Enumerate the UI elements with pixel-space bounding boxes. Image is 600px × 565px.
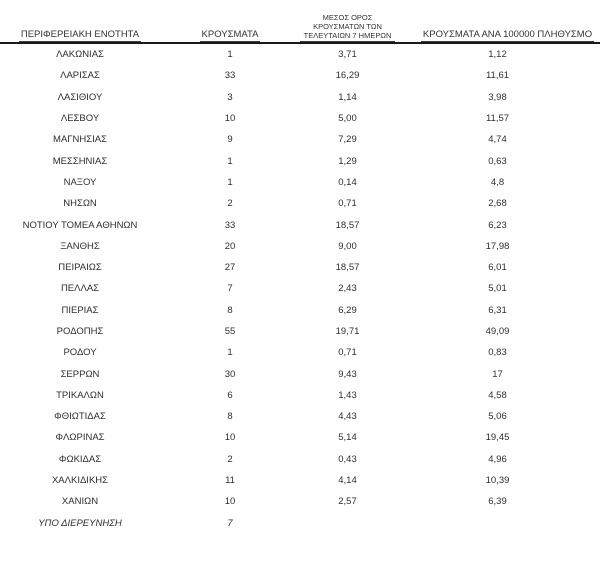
cases-cell: 7 [227,283,233,295]
per100k-cell: 10,39 [485,475,510,487]
table-row [0,300,600,321]
column-header-avg7-line1: ΜΕΣΟΣ ΟΡΟΣ ΚΡΟΥΣΜΑΤΩΝ ΤΩΝ [313,13,382,31]
column-header-avg7 [300,0,395,43]
cases-cell: 10 [224,113,236,125]
per100k-cell: 4,58 [488,389,507,401]
region-cell: ΝΟΤΙΟΥ ΤΟΜΕΑ ΑΘΗΝΩΝ [22,219,138,231]
per100k-cell: 0,83 [488,347,507,359]
region-cell: ΛΑΚΩΝΙΑΣ [56,49,104,61]
table-row [0,257,600,278]
region-cell: ΠΕΙΡΑΙΩΣ [58,262,102,274]
per100k-cell: 6,31 [488,304,507,316]
per100k-cell: 49,09 [485,326,510,337]
avg7-cell: 16,29 [335,70,360,82]
per100k-cell: 11,57 [485,113,510,125]
avg7-cell: 0,43 [338,453,357,465]
region-cell: ΜΑΓΝΗΣΙΑΣ [53,134,107,146]
table-row [0,214,600,235]
table-row [0,513,600,534]
per100k-cell: 6,39 [488,496,507,508]
region-cell: ΛΑΣΙΘΙΟΥ [57,91,103,103]
avg7-cell: 7,29 [338,134,357,146]
table-row [0,87,600,108]
avg7-cell: 0,14 [338,176,357,188]
region-cell: ΛΑΡΙΣΑΣ [60,70,100,82]
avg7-cell: 1,43 [338,389,357,401]
table-row [0,172,600,193]
region-cell: ΠΙΕΡΙΑΣ [61,304,99,316]
cases-cell: 27 [224,262,236,274]
region-cell: ΝΗΣΩΝ [63,198,97,210]
cases-cell: 55 [224,326,236,337]
avg7-cell: 5,00 [338,113,357,125]
region-cell: ΤΡΙΚΑΛΩΝ [56,389,104,401]
table-row [0,385,600,406]
avg7-cell: 9,00 [338,240,357,252]
header-row [0,0,600,43]
cases-cell: 11 [225,475,235,487]
cases-cell: 2 [227,198,233,210]
region-cell: ΦΩΚΙΔΑΣ [58,453,102,465]
table-row [0,129,600,150]
per100k-cell [395,513,600,534]
avg7-cell: 9,43 [338,368,357,380]
avg7-cell: 2,43 [338,283,357,295]
avg7-cell: 2,57 [338,496,357,508]
cases-cell: 30 [224,368,236,380]
column-header-region [0,0,160,43]
per100k-cell: 1,12 [488,49,507,61]
table-row [0,236,600,257]
avg7-cell: 1,29 [338,155,357,167]
avg7-cell: 0,71 [338,347,357,359]
table-row [0,363,600,384]
per100k-cell: 2,68 [488,198,507,210]
table-row [0,449,600,470]
region-cell: ΡΟΔΟΠΗΣ [56,326,104,337]
region-cell: ΣΕΡΡΩΝ [60,368,100,380]
table-header [0,0,600,43]
table-row [0,427,600,448]
table-row [0,150,600,171]
region-cell: ΦΛΩΡΙΝΑΣ [55,432,105,444]
column-header-region-label: ΠΕΡΙΦΕΡΕΙΑΚΗ ΕΝΟΤΗΤΑ [20,29,140,40]
cases-cell: 8 [227,304,233,316]
region-cell: ΦΘΙΩΤΙΔΑΣ [54,411,106,423]
per100k-cell: 17,98 [485,240,510,252]
table-row [0,278,600,299]
region-cell: ΠΕΛΛΑΣ [60,283,100,295]
table-row [0,342,600,363]
table-body [0,43,600,534]
cases-cell: 9 [227,134,233,146]
column-header-avg7-line2: ΤΕΛΕΥΤΑΙΩΝ 7 ΗΜΕΡΩΝ [303,31,392,40]
table-row [0,43,600,65]
avg7-cell: 5,14 [338,432,357,444]
cases-cell: 33 [224,70,236,82]
cases-cell: 2 [227,453,233,465]
per100k-cell: 4,96 [488,453,507,465]
per100k-cell: 11,61 [485,70,510,82]
column-header-cases-label: ΚΡΟΥΣΜΑΤΑ [201,29,259,40]
avg7-cell: 18,57 [335,219,360,231]
table-row [0,321,600,342]
per100k-cell: 6,01 [488,262,507,274]
cases-cell: 1 [227,176,233,188]
region-cell: ΜΕΣΣΗΝΙΑΣ [52,155,108,167]
per100k-cell: 4,74 [488,134,507,146]
per100k-cell: 6,23 [488,219,507,231]
region-cell: ΧΑΛΚΙΔΙΚΗΣ [51,475,109,487]
region-cell: ΡΟΔΟΥ [63,347,97,359]
avg7-cell: 4,43 [338,411,357,423]
avg7-cell: 0,71 [338,198,357,210]
region-cell: ΧΑΝΙΩΝ [61,496,99,508]
cases-cell: 1 [227,155,233,167]
column-header-per100k [395,0,600,43]
cases-cell: 8 [227,411,233,423]
avg7-cell: 1,14 [338,91,357,103]
per100k-cell: 0,63 [488,155,507,167]
avg7-cell: 19,71 [335,326,360,337]
per100k-cell: 5,06 [488,411,507,423]
region-cell: ΛΕΣΒΟΥ [60,113,100,125]
avg7-cell: 6,29 [338,304,357,316]
avg7-cell: 3,71 [338,49,357,61]
cases-cell: 6 [227,389,233,401]
per100k-cell: 5,01 [488,283,507,295]
column-header-cases [160,0,300,43]
cases-cell: 7 [227,517,233,529]
per100k-cell: 4,8 [490,176,505,188]
region-cell: ΥΠΟ ΔΙΕΡΕΥΝΗΣΗ [38,517,122,529]
avg7-cell [300,513,395,534]
per100k-cell: 19,45 [485,432,510,444]
cases-cell: 1 [227,49,233,61]
column-header-per100k-label: ΚΡΟΥΣΜΑΤΑ ΑΝΑ 100000 ΠΛΗΘΥΣΜΟ [422,29,593,40]
cases-cell: 10 [224,496,236,508]
cases-cell: 1 [227,347,233,359]
table-row [0,406,600,427]
table-row [0,491,600,512]
cases-cell: 3 [227,91,233,103]
table-row [0,108,600,129]
avg7-cell: 18,57 [335,262,360,274]
region-cell: ΞΑΝΘΗΣ [60,240,100,252]
per100k-cell: 3,98 [488,91,507,103]
cases-cell: 10 [224,432,236,444]
cases-cell: 20 [224,240,236,252]
cases-cell: 33 [224,219,236,231]
per100k-cell: 17 [492,368,503,380]
table-row [0,193,600,214]
avg7-cell: 4,14 [338,475,357,487]
region-cell: ΝΑΞΟΥ [63,176,97,188]
table-row [0,65,600,86]
table-row [0,470,600,491]
